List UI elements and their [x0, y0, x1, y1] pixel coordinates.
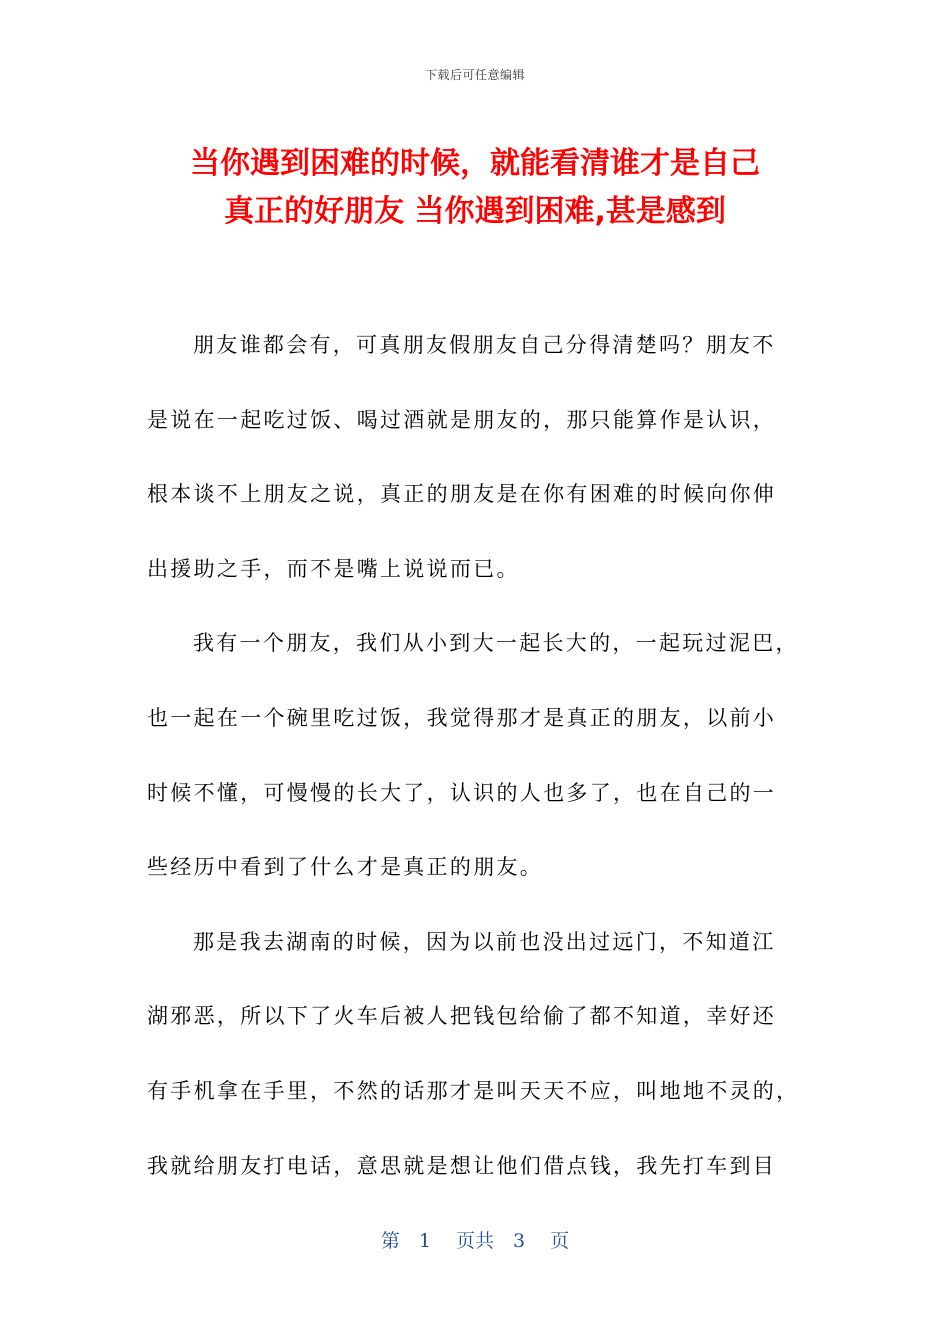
paragraph-1-line-3: 根本谈不上朋友之说，真正的朋友是在你有困难的时候向你伸 — [147, 482, 777, 507]
page-number-footer: 第 1 页共 3 页 — [380, 1230, 570, 1252]
paragraph-1-line-1: 朋友谁都会有，可真朋友假朋友自己分得清楚吗？朋友不 — [193, 333, 776, 357]
paragraph-2-line-2: 也一起在一个碗里吃过饭，我觉得那才是真正的朋友，以前小 — [147, 705, 777, 730]
title-line-1: 当你遇到困难的时候，就能看清谁才是自己 — [190, 146, 760, 181]
paragraph-2-line-4: 些经历中看到了什么才是真正的朋友。 — [147, 855, 544, 880]
paragraph-2-line-3: 时候不懂，可慢慢的长大了，认识的人也多了，也在自己的一 — [147, 780, 777, 805]
paragraph-3-line-2: 湖邪恶，所以下了火车后被人把钱包给偷了都不知道，幸好还 — [147, 1004, 777, 1029]
title-line-2: 真正的好朋友 当你遇到困难,甚是感到 — [224, 194, 726, 229]
document-title — [120, 140, 830, 236]
paragraph-1-line-4: 出援助之手，而不是嘴上说说而已。 — [147, 556, 520, 581]
article-body — [147, 322, 809, 1217]
paragraph-3-line-1: 那是我去湖南的时候，因为以前也没出过远门，不知道江 — [193, 929, 776, 954]
paragraph-3-line-3: 有手机拿在手里，不然的话那才是叫天天不应，叫地地不灵的， — [147, 1078, 800, 1103]
paragraph-1-line-2: 是说在一起吃过饭、喝过酒就是朋友的，那只能算作是认识， — [147, 407, 777, 432]
header-note: 下载后可任意编辑 — [424, 68, 525, 82]
paragraph-2-line-1: 我有一个朋友，我们从小到大一起长大的，一起玩过泥巴， — [193, 631, 799, 656]
paragraph-3-line-4: 我就给朋友打电话，意思就是想让他们借点钱，我先打车到目 — [147, 1153, 777, 1178]
